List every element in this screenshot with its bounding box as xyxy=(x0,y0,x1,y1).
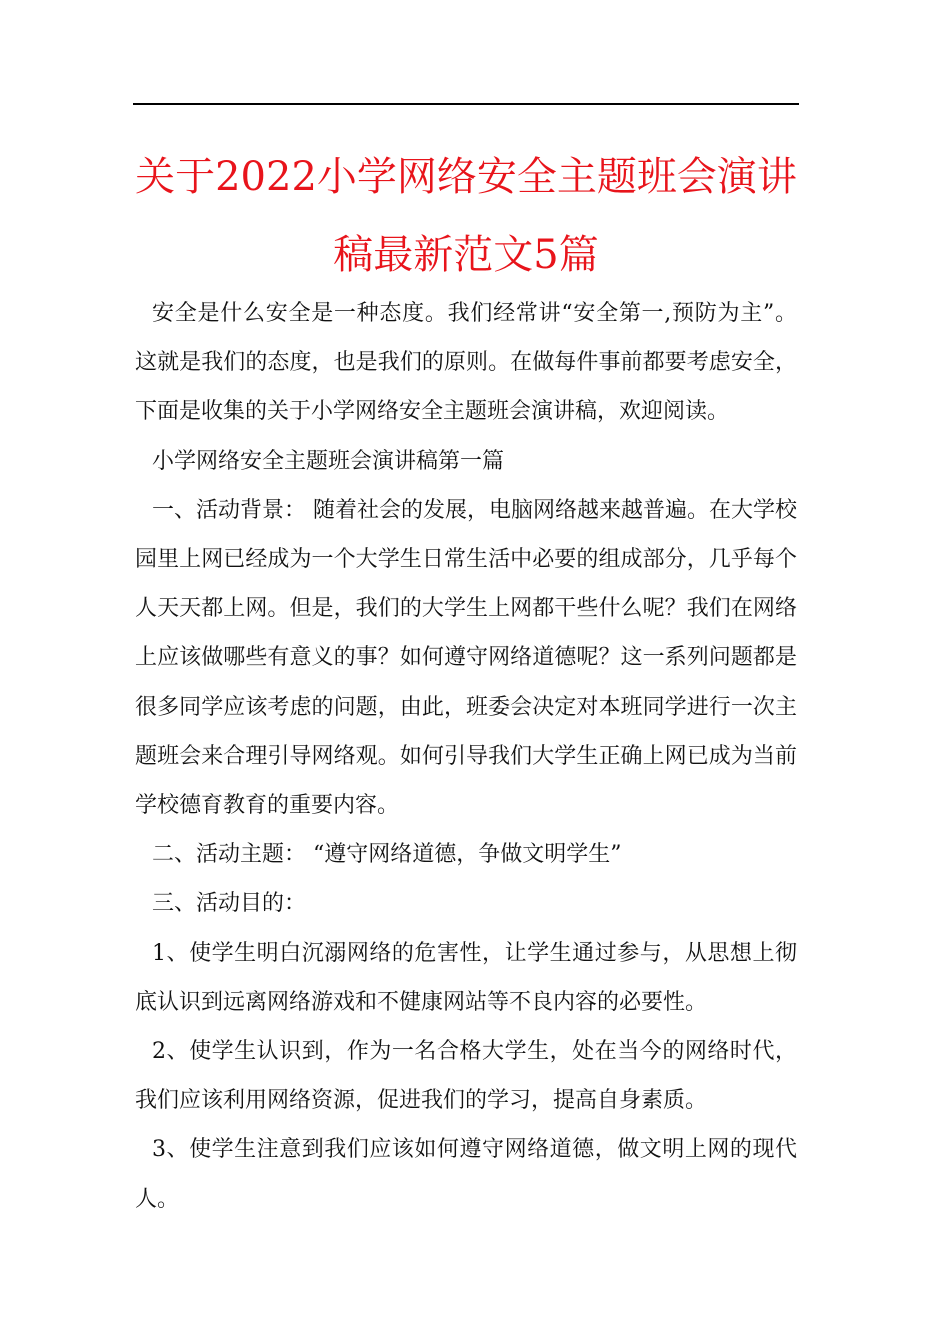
intro-paragraph: 安全是什么安全是一种态度。我们经常讲“安全第一,预防为主”。这就是我们的态度，也是我们的原则。在做每件事前都要考虑安全，下面是收集的关于小学网络安全主题班会演讲稿，欢迎阅读。 xyxy=(135,301,797,425)
document-body xyxy=(135,289,797,1224)
activity-background-paragraph: 一、活动背景： 随着社会的发展，电脑网络越来越普遍。在大学校园里上网已经成为一个大学生日常生活中必要的组成部分，几乎每个人天天都上网。但是，我们的大学生上网都干些什么呢？我们在网络上应该做哪些有意义的事？如何遵守网络道德呢？这一系列问题都是很多同学应该考虑的问题，由此，班委会决定对本班同学进行一次主题班会来合理引导网络观。如何引导我们大学生正确上网已成为当前学校德育教育的重要内容。 xyxy=(135,497,797,819)
section-heading: 小学网络安全主题班会演讲稿第一篇 xyxy=(152,448,505,474)
activity-purpose-heading: 三、活动目的： xyxy=(152,891,307,917)
document-title: 关于2022小学网络安全主题班会演讲稿最新范文5篇 xyxy=(135,154,797,278)
header-rule xyxy=(133,103,799,105)
purpose-item-2: 2、使学生认识到，作为一名合格大学生，处在当今的网络时代，我们应该利用网络资源，促进我们的学习，提高自身素质。 xyxy=(135,1039,797,1114)
purpose-item-3: 3、使学生注意到我们应该如何遵守网络道德，做文明上网的现代人。 xyxy=(135,1137,797,1212)
activity-theme-paragraph: 二、活动主题： “遵守网络道德，争做文明学生” xyxy=(152,842,622,868)
purpose-item-1: 1、使学生明白沉溺网络的危害性，让学生通过参与，从思想上彻底认识到远离网络游戏和不健康网站等不良内容的必要性。 xyxy=(135,940,797,1015)
